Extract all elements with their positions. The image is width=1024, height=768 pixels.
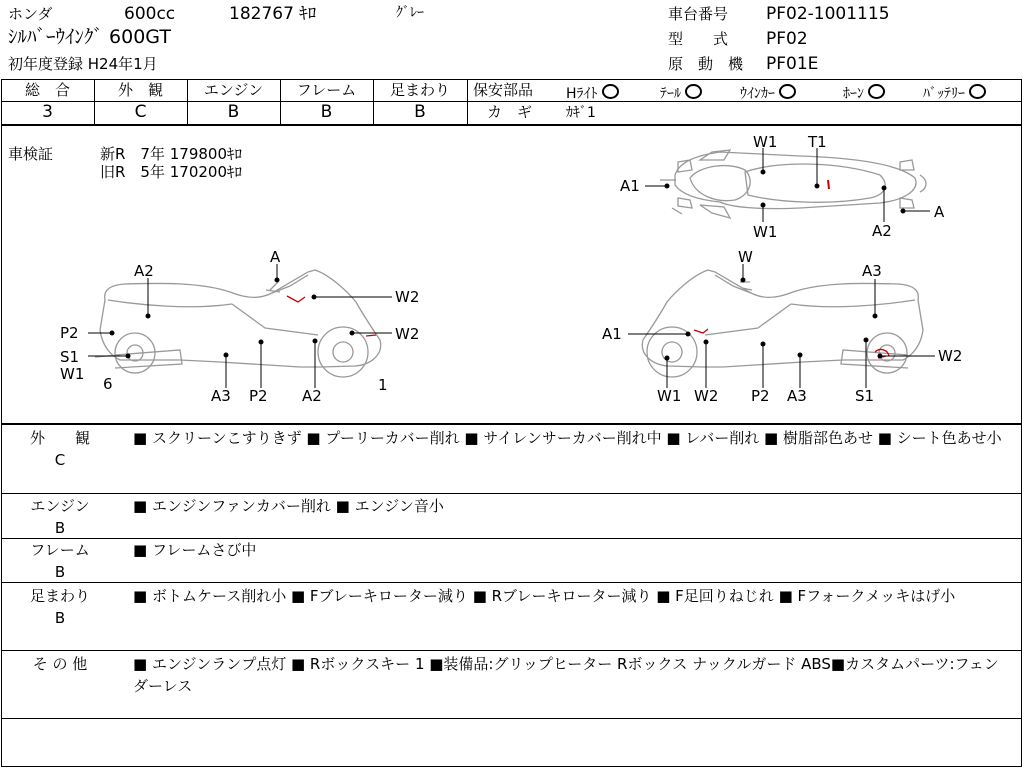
section-exterior-title: 外 観 C [29, 429, 90, 469]
inspection-old: 旧R 5年 170200ｷﾛ [100, 163, 242, 181]
left-label-p2-bottom: P2 [249, 387, 268, 405]
left-label-w1: W1 [60, 365, 85, 383]
safety-label: 保安部品 [473, 81, 534, 99]
section-frame-title: フレーム B [30, 541, 90, 581]
top-label-w1-bottom: W1 [753, 223, 778, 241]
top-label-t1: T1 [808, 133, 827, 151]
right-label-w: W [738, 248, 753, 266]
safety-headlight: Hﾗｲﾄ [566, 84, 619, 101]
right-label-p2: P2 [751, 387, 770, 405]
left-view-scooter [95, 270, 381, 377]
total-label: 総 合 [24, 81, 70, 99]
section-suspension-text: ■ ボトムケース削れ小 ■ Fブレーキローター減り ■ Rブレーキローター減り ■ F足回りねじれ ■ Fフォークメッキはげ小 [133, 587, 956, 605]
type-value: PF02 [766, 29, 808, 49]
safety-battery: ﾊﾞｯﾃﾘｰ [923, 84, 986, 101]
frame-grade-label: フレーム [296, 81, 357, 99]
left-label-s1: S1 [60, 348, 80, 366]
suspension-grade-label: 足まわり [389, 81, 450, 99]
right-label-a3-top: A3 [862, 262, 882, 280]
left-label-a2: A2 [134, 262, 154, 280]
section-frame-text: ■ フレームさび中 [133, 541, 257, 559]
left-label-1: 1 [378, 376, 388, 394]
total-value: 3 [42, 102, 53, 122]
top-view-scooter [660, 150, 926, 218]
right-label-w2: W2 [694, 387, 719, 405]
first-registration: 初年度登録 H24年1月 [8, 55, 158, 73]
exterior-label: 外 観 [117, 81, 163, 99]
top-label-a2: A2 [872, 222, 892, 240]
section-suspension-title: 足まわり B [29, 587, 90, 627]
section-engine-title: エンジン B [30, 497, 90, 537]
right-label-a1: A1 [602, 325, 622, 343]
frame-no-label: 車台番号 [668, 5, 729, 23]
left-label-p2: P2 [60, 324, 79, 342]
safety-winker: ｳｲﾝｶｰ [740, 84, 796, 101]
inspection-label: 車検証 [8, 145, 54, 163]
left-label-a3: A3 [211, 387, 231, 405]
type-label: 型 式 [668, 30, 729, 48]
engine-grade-label: エンジン [203, 81, 264, 99]
left-label-a2-bottom: A2 [302, 387, 322, 405]
left-label-w2-mid: W2 [395, 325, 420, 343]
safety-horn: ﾎｰﾝ [843, 84, 885, 101]
left-label-a: A [270, 248, 281, 266]
color: ｸﾞﾚｰ [396, 5, 424, 21]
right-label-s1: S1 [855, 387, 875, 405]
maker: ホンダ [8, 5, 53, 23]
key-value: ｶｷﾞ1 [566, 105, 596, 121]
top-label-a1: A1 [620, 177, 640, 195]
section-other-text: ■ エンジンランプ点灯 ■ Rボックスキー 1 ■装備品:グリップヒーター Rボックス ナックルガード ABS■カスタムパーツ:フェンダーレス [133, 655, 999, 695]
frame-no: PF02-1001115 [766, 4, 890, 24]
engine-model-label: 原 動 機 [668, 55, 744, 73]
right-label-a3: A3 [787, 387, 807, 405]
engine-grade-value: B [227, 102, 240, 122]
exterior-value: C [134, 102, 147, 122]
diagram-bottom-line [1, 423, 1022, 425]
section-other-title: そ の 他 [32, 655, 88, 673]
model-name: ｼﾙﾊﾞｰｳｲﾝｸﾞ 600GT [8, 26, 171, 48]
frame-grade-value: B [320, 102, 333, 122]
section-exterior-text: ■ スクリーンこすりきず ■ プーリーカバー削れ ■ サイレンサーカバー削れ中 ■ レバー削れ ■ 樹脂部色あせ ■ シート色あせ小 [133, 429, 1002, 447]
engine-model-value: PF01E [766, 54, 819, 74]
key-label: カ ギ [487, 103, 533, 121]
left-label-6: 6 [103, 375, 113, 393]
right-label-w2-right: W2 [938, 347, 963, 365]
top-label-w1: W1 [753, 133, 778, 151]
right-label-w1: W1 [657, 387, 682, 405]
left-label-w2: W2 [395, 288, 420, 306]
displacement: 600cc [124, 4, 176, 24]
section-engine-text: ■ エンジンファンカバー削れ ■ エンジン音小 [133, 497, 444, 515]
inspection-new: 新R 7年 179800ｷﾛ [100, 145, 242, 163]
suspension-grade-value: B [414, 102, 426, 122]
right-view-scooter [642, 270, 923, 377]
safety-tail: ﾃｰﾙ [660, 84, 702, 101]
top-label-a: A [934, 203, 945, 221]
mileage: 182767 ｷﾛ [229, 4, 317, 24]
